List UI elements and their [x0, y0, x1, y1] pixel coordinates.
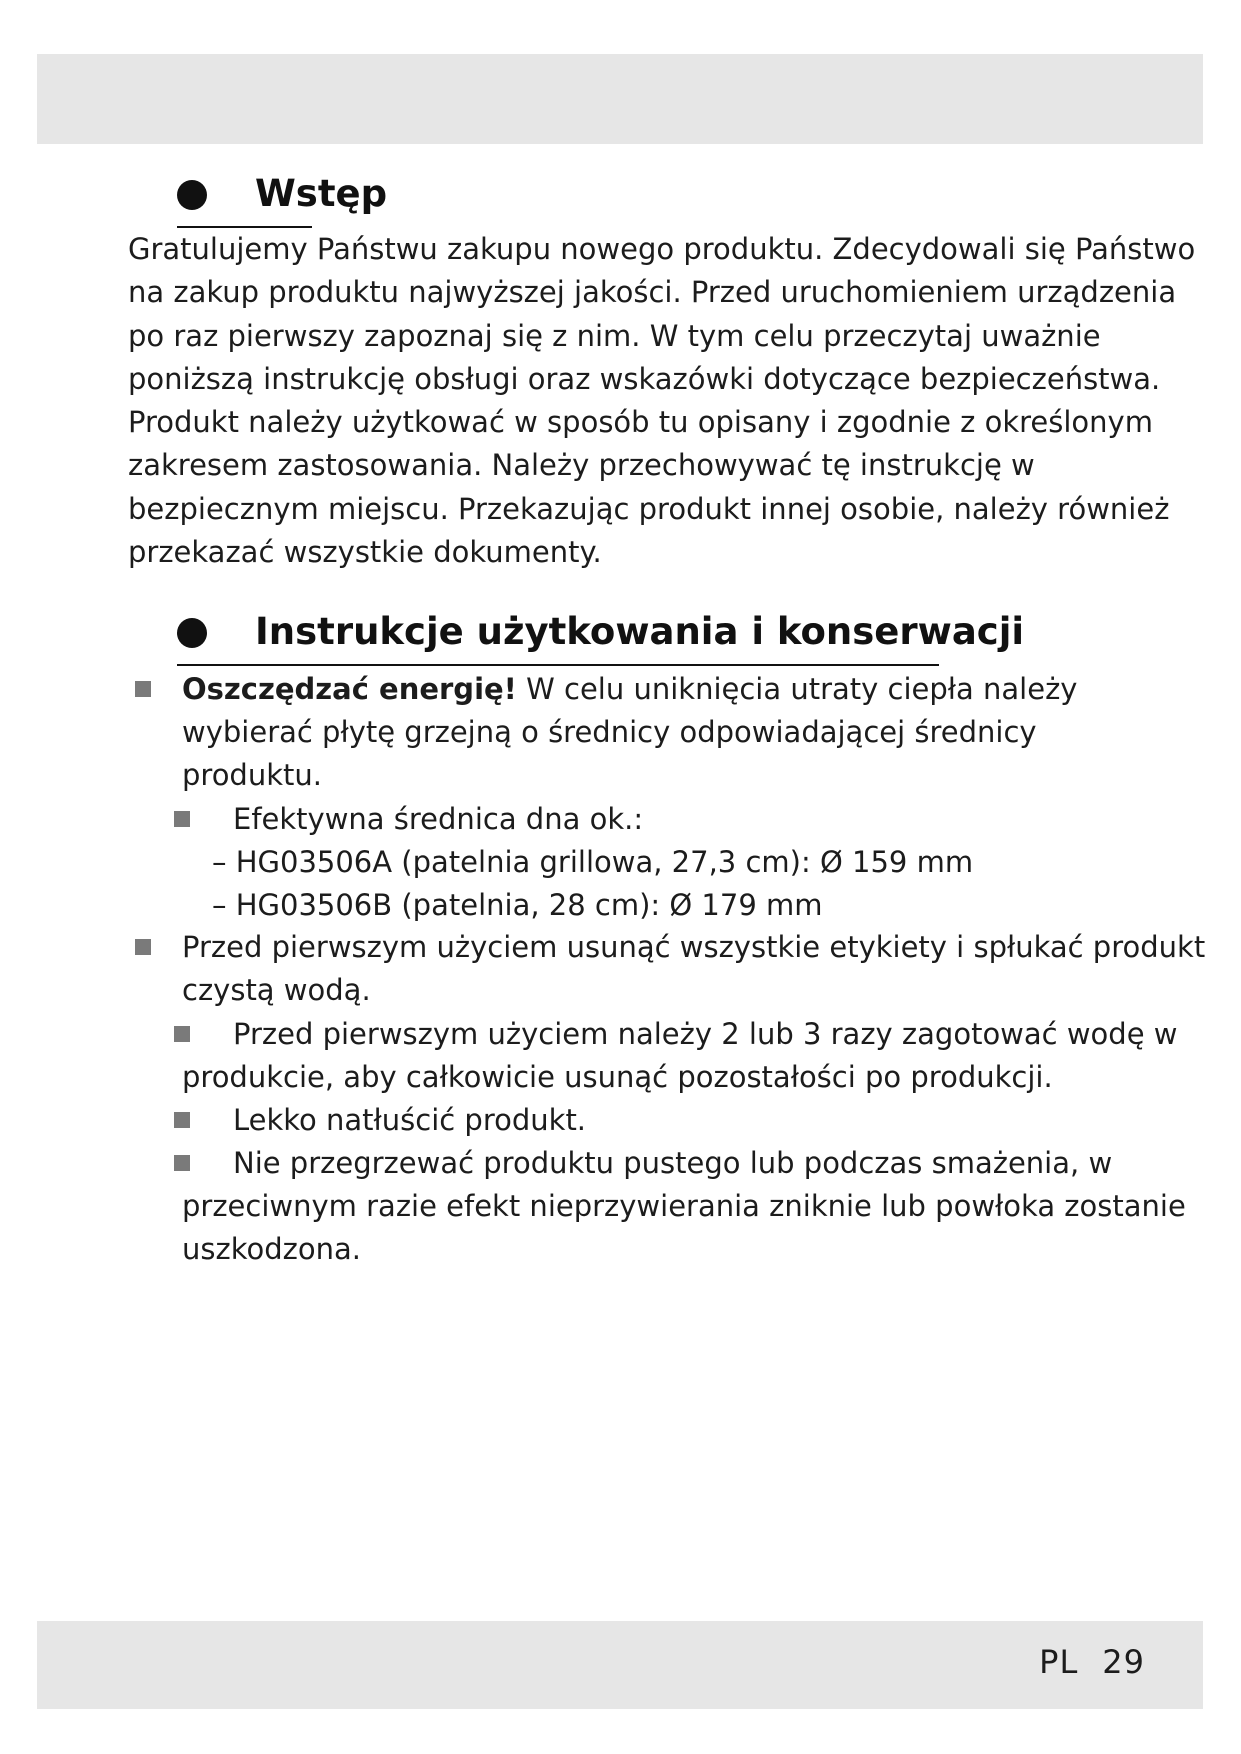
first-use-text: czystą wodą. [182, 973, 371, 1007]
list-item-energy [182, 668, 1077, 797]
list-item-overheat [233, 1142, 1112, 1185]
intro-line: Gratulujemy Państwu zakupu nowego produktu. Zdecydowali się Państwo [128, 232, 1196, 266]
square-bullet-icon [135, 681, 151, 697]
energy-bold-label: Oszczędzać energię! [182, 672, 517, 706]
intro-line: na zakup produktu najwyższej jakości. Przed uruchomieniem urządzenia [128, 275, 1177, 310]
grease-text: Lekko natłuścić produkt. [233, 1103, 587, 1137]
energy-text: W celu uniknięcia utraty ciepła należy [516, 672, 1078, 706]
bullet-dot-icon [177, 180, 207, 210]
usage-title: Instrukcje użytkowania i konserwacji [255, 610, 1025, 653]
header-band [37, 54, 1203, 144]
intro-line: przekazać wszystkie dokumenty. [128, 535, 602, 570]
overheat-text: uszkodzona. [182, 1232, 361, 1266]
list-item-diameter-models [212, 841, 973, 927]
list-item-boil-water-cont [182, 1056, 1053, 1099]
model-line: – HG03506B (patelnia, 28 cm): Ø 179 mm [212, 888, 823, 922]
footer-language: PL [1039, 1643, 1079, 1681]
intro-line: Produkt należy użytkować w sposób tu opisany i zgodnie z określonym [128, 405, 1153, 440]
square-bullet-icon [135, 939, 151, 955]
square-bullet-icon [174, 1026, 190, 1042]
intro-line: zakresem zastosowania. Należy przechowywać tę instrukcję w [128, 448, 1035, 483]
square-bullet-icon [174, 1112, 190, 1128]
bullet-dot-icon [177, 618, 207, 648]
boil-water-text: Przed pierwszym użyciem należy 2 lub 3 razy zagotować wodę w [233, 1017, 1178, 1051]
intro-line: bezpiecznym miejscu. Przekazując produkt innej osobie, należy również [128, 491, 1170, 526]
square-bullet-icon [174, 811, 190, 827]
list-item-grease [233, 1099, 586, 1142]
square-bullet-icon [174, 1155, 190, 1171]
energy-text: wybierać płytę grzejną o średnicy odpowiadającej średnicy [182, 715, 1037, 749]
intro-line: po raz pierwszy zapoznaj się z nim. W tym celu przeczytaj uważnie [128, 318, 1101, 353]
energy-text: produktu. [182, 758, 322, 792]
overheat-text: Nie przegrzewać produktu pustego lub podczas smażenia, w [233, 1146, 1113, 1180]
intro-paragraph [128, 228, 1195, 574]
intro-title: Wstęp [255, 172, 388, 215]
boil-water-text: produkcie, aby całkowicie usunąć pozostałości po produkcji. [182, 1060, 1053, 1094]
list-item-diameter [233, 798, 643, 841]
footer-band [37, 1621, 1203, 1709]
diameter-label: Efektywna średnica dna ok.: [233, 802, 644, 836]
heading-underline [177, 664, 939, 666]
list-item-boil-water [233, 1013, 1177, 1056]
model-line: – HG03506A (patelnia grillowa, 27,3 cm): Ø 159 mm [212, 845, 974, 879]
list-item-first-use [182, 926, 1205, 1012]
overheat-text: przeciwnym razie efekt nieprzywierania zniknie lub powłoka zostanie [182, 1189, 1186, 1223]
first-use-text: Przed pierwszym użyciem usunąć wszystkie etykiety i spłukać produkt [182, 930, 1206, 964]
intro-line: poniższą instrukcję obsługi oraz wskazówki dotyczące bezpieczeństwa. [128, 361, 1161, 396]
page-number: 29 [1102, 1643, 1145, 1681]
page-footer [1039, 1643, 1145, 1681]
list-item-overheat-cont [182, 1185, 1186, 1271]
